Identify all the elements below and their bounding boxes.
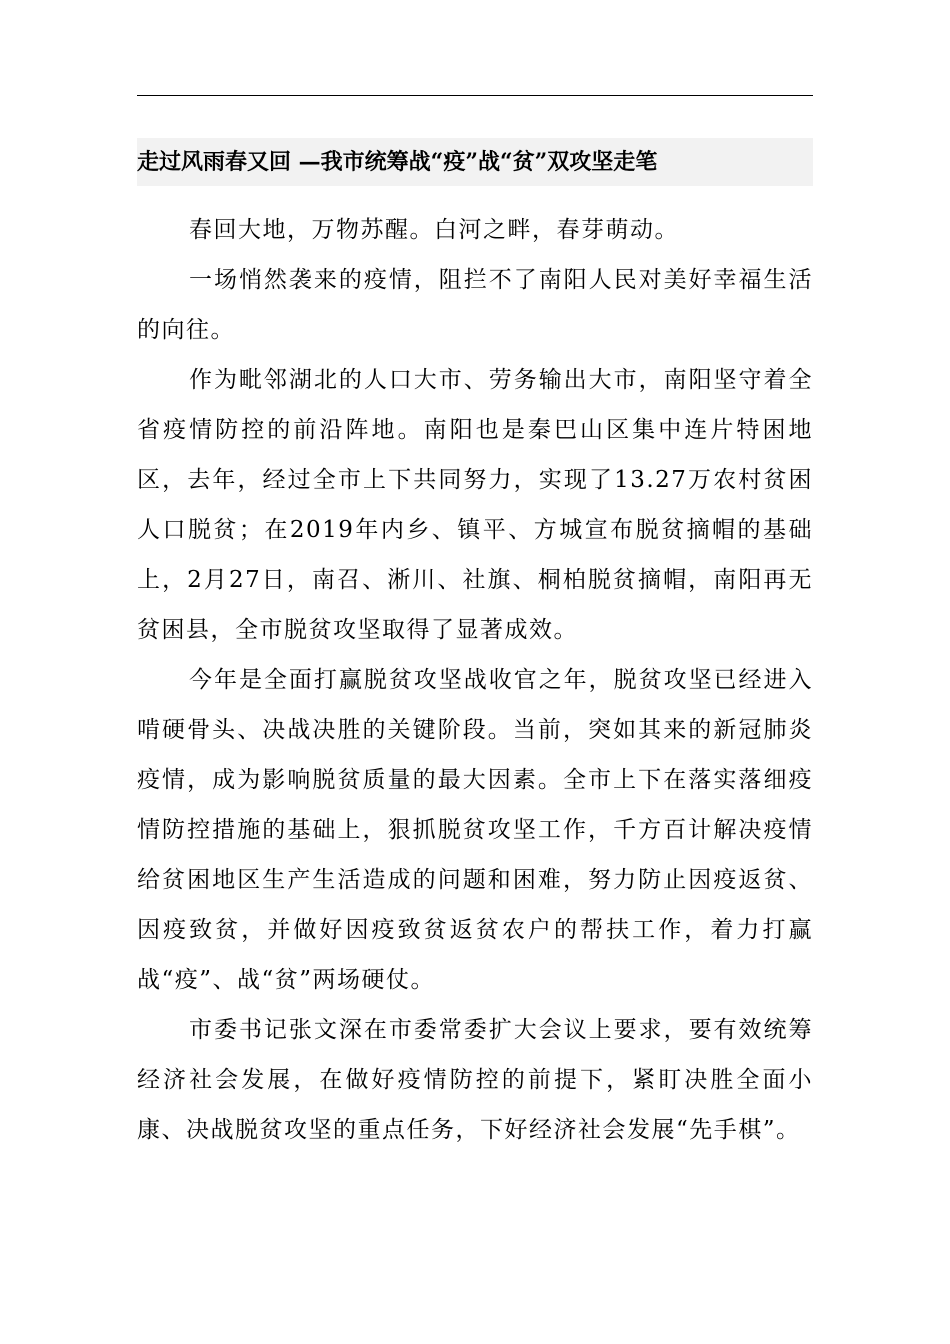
paragraph: 市委书记张文深在市委常委扩大会议上要求，要有效统筹经济社会发展，在做好疫情防控的前提下，紧盯决胜全面小康、决战脱贫攻坚的重点任务，下好经济社会发展“先手棋”。: [137, 1017, 813, 1143]
article-body: [137, 205, 813, 1155]
paragraph: 今年是全面打赢脱贫攻坚战收官之年，脱贫攻坚已经进入啃硬骨头、决战决胜的关键阶段。当前，突如其来的新冠肺炎疫情，成为影响脱贫质量的最大因素。全市上下在落实落细疫情防控措施的基础上，狠抓脱贫攻坚工作，千方百计解决疫情给贫困地区生产生活造成的问题和困难，努力防止因疫返贫、因疫致贫，并做好因疫致贫返贫农户的帮扶工作，着力打赢战“疫”、战“贫”两场硬仗。: [137, 667, 813, 993]
article-title: 走过风雨春又回 —我市统筹战“疫”战“贫”双攻坚走笔: [137, 149, 658, 175]
paragraph: 春回大地，万物苏醒。白河之畔，春芽萌动。: [189, 217, 679, 243]
title-band: [137, 138, 813, 186]
paragraph: 作为毗邻湖北的人口大市、劳务输出大市，南阳坚守着全省疫情防控的前沿阵地。南阳也是秦巴山区集中连片特困地区，去年，经过全市上下共同努力，实现了13.27万农村贫困人口脱贫；在2019年内乡、镇平、方城宣布脱贫摘帽的基础上，2月27日，南召、淅川、社旗、桐柏脱贫摘帽，南阳再无贫困县，全市脱贫攻坚取得了显著成效。: [137, 367, 813, 643]
paragraph: 一场悄然袭来的疫情，阻拦不了南阳人民对美好幸福生活的向往。: [137, 267, 813, 343]
header-rule: [137, 95, 813, 96]
